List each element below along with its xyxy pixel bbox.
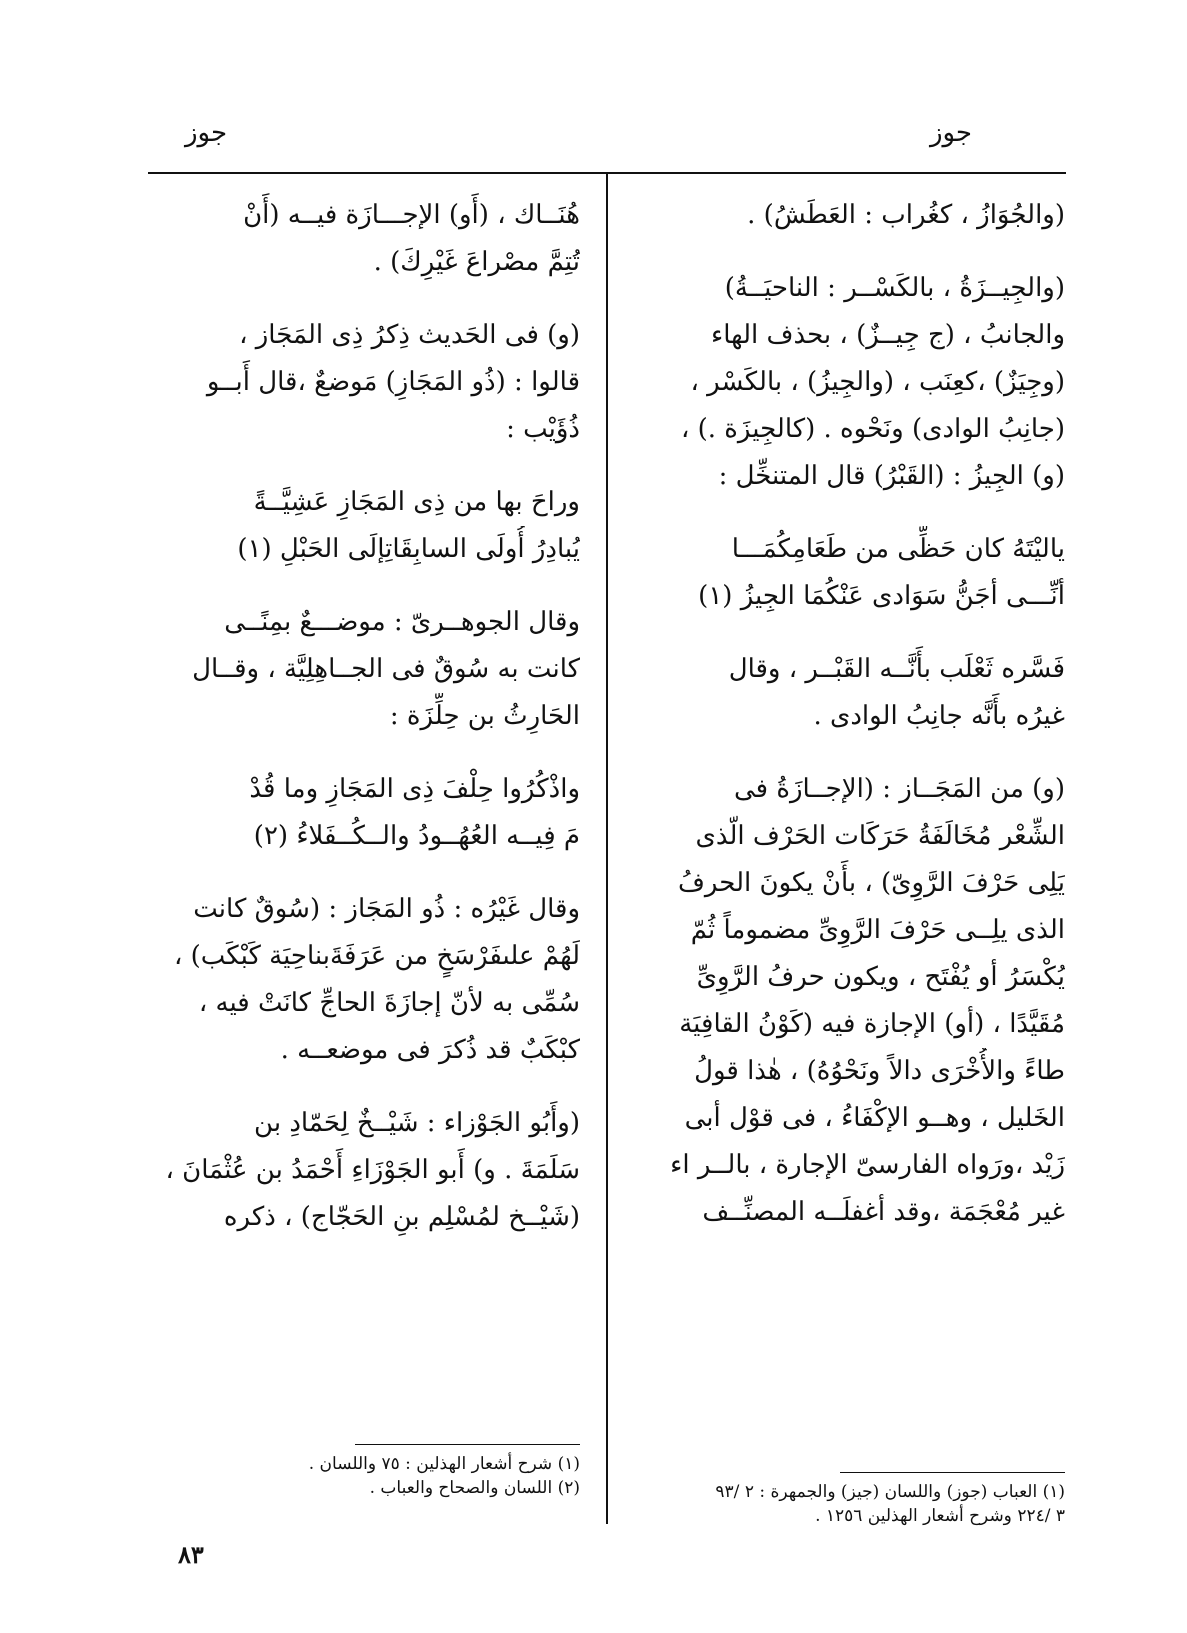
text-line: واذْكُرُوا حِلْفَ ذِى المَجَازِ وما قُدْ — [249, 774, 580, 804]
text-line: ياليْتَهُ كان حَظِّى من طَعَامِكُمَـــا — [731, 534, 1065, 564]
text-line: يُكْسَرُ أو يُفْتَح ، ويكون حرفُ الرَّوِىِّ — [696, 962, 1065, 992]
paragraph — [140, 766, 580, 860]
footnote-line: (١) شرح أشعار الهذلين : ٧٥ واللسان . — [308, 1454, 580, 1474]
page-number: ٨٣ — [178, 1540, 204, 1569]
text-line: وقال الجوهــرىّ : موضـــعٌ بمِنًــى — [224, 607, 580, 637]
paragraph — [635, 766, 1065, 1236]
text-line: الذى يلِــى حَرْفَ الرَّوِىِّ مضموماً ثُمّ — [690, 915, 1065, 945]
text-line: وقال غَيْرُه : ذُو المَجَاز : (سُوقٌ كانت — [193, 894, 580, 924]
paragraph — [635, 265, 1065, 500]
footnote-line: ٣ /٢٢٤ وشرح أشعار الهذلين ١٢٥٦ . — [815, 1506, 1065, 1526]
header-left-word: جوز — [185, 118, 228, 148]
paragraph — [635, 192, 1065, 239]
text-line: سَلَمَةَ . و) أَبو الجَوْزَاءِ أَحْمَدُ بن عُثْمَانَ ، — [165, 1155, 580, 1185]
text-line: أنِّـــى أجَنُّ سَوَادى عَنْكُمَا الجِيزُ (١) — [698, 581, 1065, 611]
text-line: (والجُوَازُ ، كغُراب : العَطَشُ) . — [747, 200, 1065, 230]
text-line: الحَارِثُ بن حِلِّزَة : — [389, 701, 580, 731]
text-line: والجانبُ ، (ج جِيــزٌ) ، بحذف الهاء — [710, 320, 1065, 350]
text-line: مُقَيَّدًا ، (أو) الإجازة فيه (كَوْنُ القافِيَة — [679, 1009, 1065, 1039]
text-line: (وأَبُو الجَوْزاء : شَيْــخٌ لِحَمّادِ بن — [254, 1108, 580, 1138]
header-right-word: جوز — [929, 118, 972, 148]
text-line: طاءً والأُخْرَى دالاً ونَحْوُهُ) ، هٰذا قولُ — [694, 1056, 1065, 1086]
footnote-line: (١) العباب (جوز) واللسان (جيز) والجمهرة : ٢ /٩٣ — [715, 1482, 1065, 1502]
text-line: وراحَ بها من ذِى المَجَازِ عَشِيَّــةً — [253, 487, 580, 517]
text-line: (و) فى الحَديث ذِكرُ ذِى المَجَاز ، — [239, 320, 580, 350]
text-line: كانت به سُوقٌ فى الجــاهِلِيَّة ، وقــال — [192, 654, 580, 684]
left-column — [140, 192, 580, 1267]
paragraph — [635, 646, 1065, 740]
text-line: (و) من المَجَــاز : (الإجــازَةُ فى — [733, 774, 1065, 804]
text-line: (شَيْــخ لمُسْلِم بنِ الحَجّاج) ، ذكره — [223, 1202, 580, 1232]
text-line: فَسَّره ثَعْلَب بأَنَّــه القَبْــر ، وقال — [728, 654, 1065, 684]
right-column — [635, 192, 1065, 1262]
paragraph — [140, 599, 580, 740]
text-line: (جانِبُ الوادى) ونَحْوه . (كالجِيزَة .) ، — [680, 414, 1065, 444]
paragraph — [140, 1100, 580, 1241]
text-line: تُتِمَّ مصْراعَ غَيْرِكَ) . — [373, 247, 580, 277]
text-line: (و) الجِيزُ : (القَبْرُ) قال المتنخِّل : — [718, 461, 1065, 491]
footnote-rule-left — [355, 1444, 580, 1445]
paragraph — [635, 526, 1065, 620]
text-line: زَيْد ،ورَواه الفارسىّ الإجارة ، بالــر اء — [670, 1150, 1065, 1180]
text-line: الخَليل ، وهــو الإكْفَاءُ ، فى قوْل أبى — [684, 1103, 1065, 1133]
footnote-rule-right — [840, 1472, 1065, 1473]
text-line: هُنَــاك ، (أَو) الإجـــازَة فيــه (أَنْ — [243, 200, 580, 230]
text-line: الشِّعْر مُخَالَفَةُ حَرَكَات الحَرْف الّذى — [695, 821, 1065, 851]
text-line: كبْكَبٌ قد ذُكرَ فى موضعــه . — [280, 1035, 580, 1065]
paragraph — [140, 192, 580, 286]
paragraph — [140, 312, 580, 453]
text-line: (وجِيَزٌ) ،كعِنَب ، (والجِيزُ) ، بالكَسْر ، — [690, 367, 1065, 397]
footnote-line: (٢) اللسان والصحاح والعباب . — [369, 1478, 580, 1498]
text-line: لَهُمْ علىفَرْسَخٍ من عَرَفَةَبناحِيَة كَبْكَب) ، — [173, 941, 580, 971]
paragraph — [140, 479, 580, 573]
text-line: سُمِّى به لأنّ إجازَةَ الحاجِّ كانَتْ فيه ، — [198, 988, 580, 1018]
text-line: غير مُعْجَمَة ،وقد أغفلَــه المصنِّــف — [702, 1197, 1065, 1227]
left-footnotes — [240, 1452, 580, 1500]
column-divider — [606, 174, 608, 1524]
text-line: قالوا : (ذُو المَجَازِ) مَوضعٌ ،قال أَبــو — [206, 367, 580, 397]
paragraph — [140, 886, 580, 1074]
text-line: غيرُه بأَنَّه جانِبُ الوادى . — [813, 701, 1065, 731]
text-line: (والجِيــزَةُ ، بالكَسْــر : الناحيَــةُ) — [724, 273, 1065, 303]
right-footnotes — [635, 1480, 1065, 1528]
text-line: يَلِى حَرْفَ الرَّوِىّ) ، بأَنْ يكونَ الحرفُ — [677, 868, 1065, 898]
text-line: ذُؤَيْب : — [506, 414, 580, 444]
text-line: مَ فِيــه العُهُــودُ والــكُــفَلاءُ (٢) — [253, 821, 580, 851]
text-line: يُبادِرُ أُولَى السابِقَاتِإلَى الحَبْلِ (١) — [237, 534, 580, 564]
